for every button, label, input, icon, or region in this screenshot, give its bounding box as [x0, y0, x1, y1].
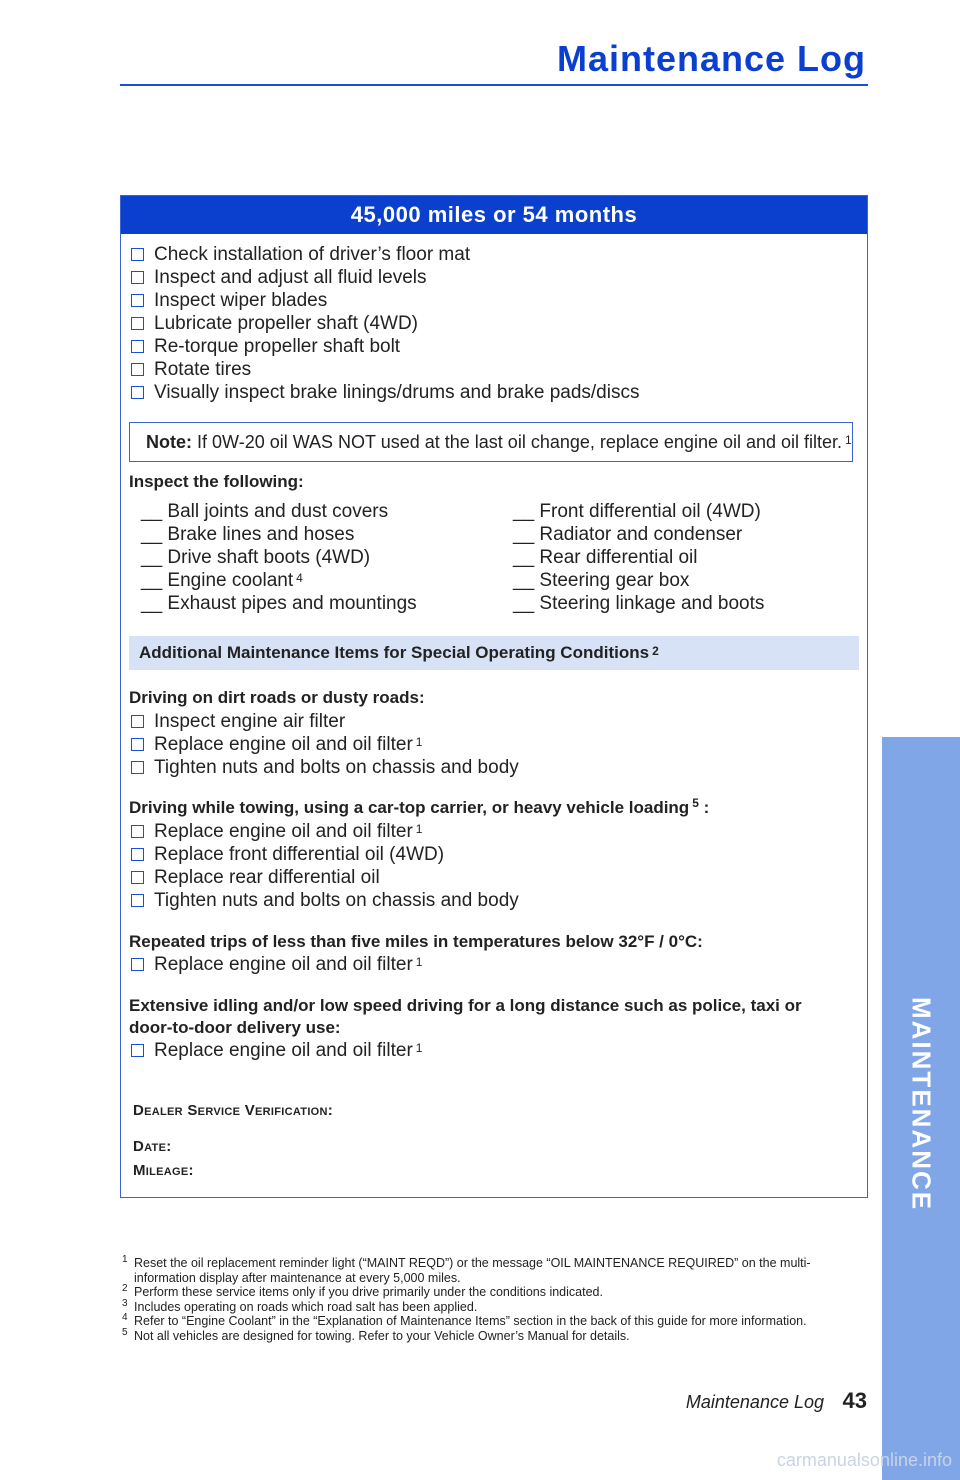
note-box: [129, 422, 853, 462]
checkbox-icon[interactable]: [131, 317, 144, 330]
inspect-item: __ Drive shaft boots (4WD): [141, 547, 371, 568]
inspect-item: __ Front differential oil (4WD): [513, 501, 761, 522]
checklist-item: Visually inspect brake linings/drums and brake pads/discs: [131, 381, 639, 404]
footnote-ref: 1: [415, 822, 423, 836]
inspect-item: __ Rear differential oil: [513, 547, 698, 568]
page-title: Maintenance Log: [556, 38, 866, 79]
checklist-item: Check installation of driver’s floor mat: [131, 243, 470, 266]
checklist-item: Tighten nuts and bolts on chassis and body: [131, 889, 519, 912]
footnotes: [122, 1256, 862, 1343]
footnote-ref: 1: [415, 735, 423, 749]
checkbox-icon[interactable]: [131, 386, 144, 399]
date-label: Date:: [133, 1138, 172, 1155]
checkbox-icon[interactable]: [131, 958, 144, 971]
checkbox-icon[interactable]: [131, 294, 144, 307]
footnote-ref: 1: [415, 955, 423, 969]
checkbox-icon[interactable]: [131, 761, 144, 774]
checkbox-icon[interactable]: [131, 271, 144, 284]
checkbox-icon[interactable]: [131, 715, 144, 728]
inspect-item: __ Exhaust pipes and mountings: [141, 593, 417, 614]
inspect-item: __ Ball joints and dust covers: [141, 501, 389, 522]
checkbox-icon[interactable]: [131, 825, 144, 838]
footnote: 3 Includes operating on roads which road salt has been applied.: [122, 1297, 478, 1314]
checkbox-icon[interactable]: [131, 363, 144, 376]
page-number: 43: [842, 1388, 867, 1413]
inspect-item: __ Steering gear box: [513, 570, 690, 591]
checkbox-icon[interactable]: [131, 1044, 144, 1057]
note-label: Note:: [146, 432, 192, 452]
checklist-item: Rotate tires: [131, 358, 251, 381]
inspect-item: __ Engine coolant $^4$: [141, 570, 303, 591]
inspect-item: __ Radiator and condenser: [513, 524, 743, 545]
additional-items-band: [129, 636, 859, 670]
mileage-label: Mileage:: [133, 1162, 194, 1179]
checklist-item: Replace engine oil and oil filter 1: [131, 820, 422, 843]
checklist-item: Replace engine oil and oil filter 1: [131, 733, 422, 756]
checklist-item: Inspect wiper blades: [131, 289, 327, 312]
checkbox-icon[interactable]: [131, 248, 144, 261]
inspect-heading: Inspect the following:: [129, 472, 304, 491]
note-text: If 0W-20 oil WAS NOT used at the last oil change, replace engine oil and oil filter.: [197, 432, 843, 452]
watermark: carmanualsonline.info: [776, 1450, 952, 1470]
footnote: 4 Refer to “Engine Coolant” in the “Explanation of Maintenance Items” section in the back of this guide for more information.: [122, 1312, 807, 1328]
footer-section-label: Maintenance Log: [685, 1392, 824, 1412]
inspect-item: __ Brake lines and hoses: [141, 524, 355, 545]
checklist-item: Inspect and adjust all fluid levels: [131, 266, 427, 289]
footnote-ref: 5: [692, 796, 699, 810]
checkbox-icon[interactable]: [131, 894, 144, 907]
checklist-item: Replace engine oil and oil filter 1: [131, 1039, 422, 1062]
footnote-ref: 2: [652, 644, 659, 658]
footnote-ref: 1: [415, 1041, 423, 1055]
footnote-ref: 4: [296, 571, 303, 585]
footnote: 5 Not all vehicles are designed for towing. Refer to your Vehicle Owner’s Manual for details.: [122, 1326, 630, 1343]
dealer-verification-label: Dealer Service Verification:: [133, 1102, 334, 1119]
checklist-item: Replace front differential oil (4WD): [131, 843, 444, 866]
maintenance-box: [120, 195, 868, 1198]
section-side-tab[interactable]: [882, 737, 960, 1480]
cold-heading: Repeated trips of less than five miles in temperatures below 32°F / 0°C:: [129, 932, 703, 951]
checklist-item: Replace rear differential oil: [131, 866, 380, 889]
checklist-item: Tighten nuts and bolts on chassis and body: [131, 756, 519, 779]
interval-header: 45,000 miles or 54 months: [121, 196, 867, 234]
footnote-ref: 1: [845, 433, 852, 447]
checklist-item: Lubricate propeller shaft (4WD): [131, 312, 418, 335]
side-tab-label: MAINTENANCE: [906, 997, 937, 1212]
checkbox-icon[interactable]: [131, 738, 144, 751]
title-divider: [120, 84, 868, 86]
dusty-heading: Driving on dirt roads or dusty roads:: [129, 688, 425, 707]
checkbox-icon[interactable]: [131, 848, 144, 861]
checklist-item: Re-torque propeller shaft bolt: [131, 335, 400, 358]
checkbox-icon[interactable]: [131, 871, 144, 884]
inspect-item: __ Steering linkage and boots: [513, 593, 765, 614]
additional-heading: Additional Maintenance Items for Special Operating Conditions: [139, 643, 650, 662]
idling-heading: Extensive idling and/or low speed driving for a long distance such as police, taxi or: [129, 996, 802, 1015]
checkbox-icon[interactable]: [131, 340, 144, 353]
checklist-item: Inspect engine air filter: [131, 710, 345, 733]
idling-heading: door-to-door delivery use:: [129, 1018, 341, 1037]
footnote: 2 Perform these service items only if you drive primarily under the conditions indicated.: [122, 1283, 603, 1299]
footnote: 1 Reset the oil replacement reminder light (“MAINT REQD”) or the message “OIL MAINTENANCE REQUIRED” on the multi-information display after maintenance at every 5,000 miles.: [122, 1254, 811, 1285]
checklist-item: Replace engine oil and oil filter 1: [131, 953, 422, 976]
towing-heading: Driving while towing, using a car-top carrier, or heavy vehicle loading $^5$ :: [129, 796, 710, 817]
